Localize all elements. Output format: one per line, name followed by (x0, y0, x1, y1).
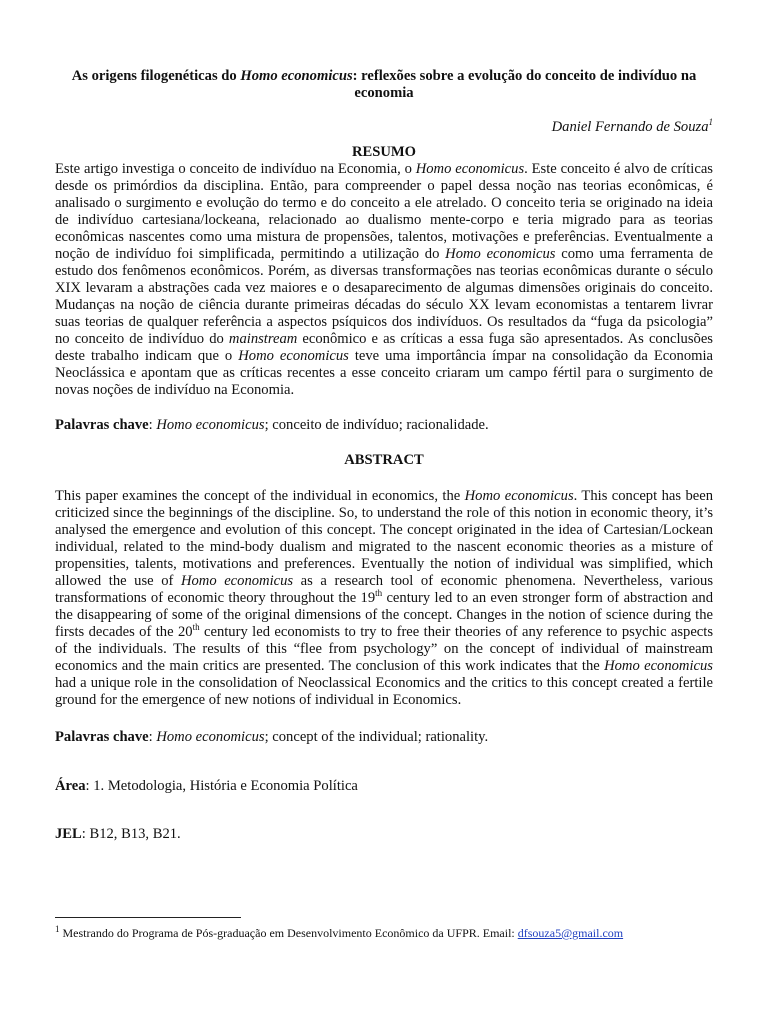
title-italic: Homo economicus (240, 68, 353, 84)
paper-title: As origens filogenéticas do Homo economicus: reflexões sobre a evolução do conceito de indivíduo na economia (71, 68, 697, 101)
footnote-divider (55, 917, 241, 918)
author-footnote-mark: 1 (708, 117, 713, 128)
email-link[interactable]: dfsouza5@gmail.com (517, 926, 624, 940)
paper-page (55, 68, 713, 843)
keywords-en: Palavras chave: Homo economicus; concept of the individual; rationality. (55, 729, 489, 745)
resumo-heading: RESUMO (351, 144, 417, 160)
abstract-heading: ABSTRACT (344, 452, 424, 468)
resumo-paragraph: Este artigo investiga o conceito de indivíduo na Economia, o Homo economicus. Este conceito é alvo de críticas desde os primórdios da disciplina. Então, para compreender o papel dessa noção nas teorias econômicas, é analisado o surgimento e evolução do termo e do conceito a ele atrelado. O conceito teria se originado na ideia de indivíduo cartesiana/lockeana, relacionado ao dualismo mente-corpo e teria migrado para as teorias econômicas nascentes como uma mistura de propensões, talentos, motivações e preferências. Eventualmente a noção de indivíduo foi simplificada, permitindo a utilização do Homo economicus como uma ferramenta de estudo dos fenômenos econômicos. Porém, as diversas transformações nas teorias econômicas durante o século XIX levaram a abstrações cada vez maiores e o desaparecimento de algumas dimensões originais do conceito. Mudanças na noção de ciência durante primeiras décadas do século XX levam economistas a tentarem livrar suas teorias de qualquer referência a aspectos psíquicos dos indivíduos. Os resultados da “fuga da psicologia” no conceito de indivíduo do mainstream econômico e as críticas a essa fuga são apresentados. As conclusões deste trabalho indicam que o Homo economicus teve uma importância ímpar na consolidação da Economia Neoclássica e apontam que as críticas recentes a esse conceito criaram um campo fértil para o surgimento de novas noções de indivíduo na Economia. (55, 161, 714, 398)
footnote: $^1$ Mestrando do Programa de Pós-graduação em Desenvolvimento Econômico da UFPR. Email: dfsouza5@gmail.com (55, 924, 624, 940)
area-line: Área: 1. Metodologia, História e Economia Política (55, 778, 358, 794)
author-name: Daniel Fernando de Souza$^1$ (551, 117, 713, 135)
jel-line: JEL: B12, B13, B21. (55, 826, 181, 842)
keywords-pt: Palavras chave: Homo economicus; conceito de indivíduo; racionalidade. (55, 417, 489, 433)
abstract-paragraph: This paper examines the concept of the individual in economics, the Homo economicus. This concept has been criticized since the beginnings of the discipline. So, to understand the role of this notion in economic theory, it’s analysed the emergence and evolution of this concept. The concept originated in the idea of Cartesian/Lockean individual, related to the mind-body dualism and migrated to the nascent economic theories as a misture of propensities, talents, motivations and preferences. Eventually the notion of individual was simplified, which allowed the use of Homo economicus as a research tool of economic phenomena. Nevertheless, various transformations of economic theory throughout the 19th century led to an even stronger form of abstraction and the disappearing of some of the original dimensions of the concept. Changes in the notion of science during the firsts decades of the 20th century led economists to try to free their theories of any reference to psychic aspects of the individuals. The results of this “flee from psychology” on the concept of individual of mainstream economics and the main critics are presented. The conclusion of this work indicates that the Homo economicus had a unique role in the consolidation of Neoclassical Economics and the critics to this concept created a fertile ground for the emergence of new notions of individual in Economics. (55, 488, 714, 708)
